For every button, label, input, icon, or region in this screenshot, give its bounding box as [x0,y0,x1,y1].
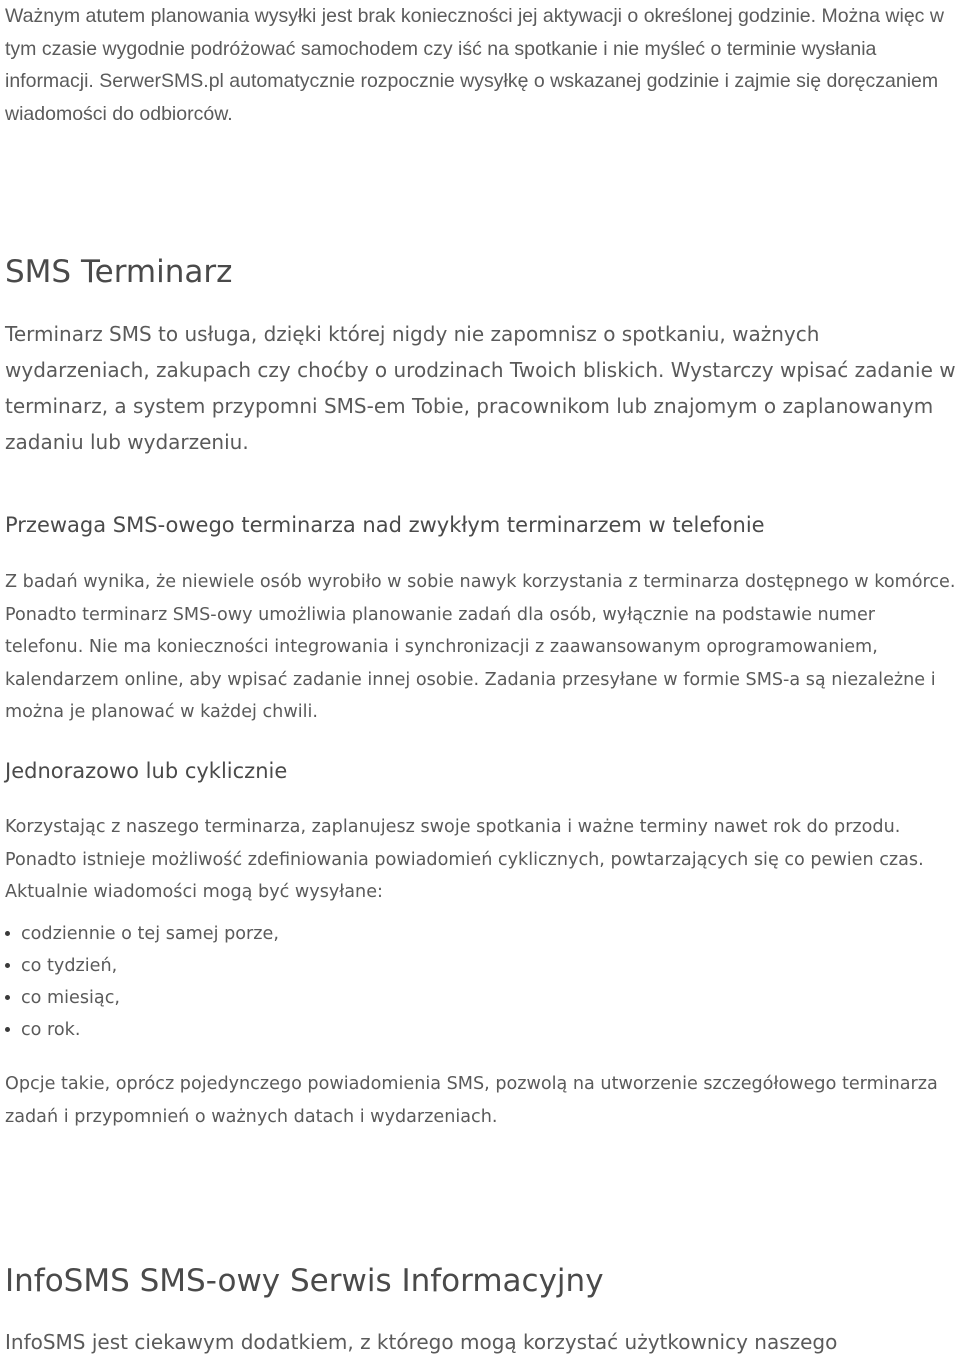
section-heading-przewaga: Przewaga SMS-owego terminarza nad zwykłym terminarzem w telefonie [5,513,765,537]
list-item [5,1014,279,1046]
list-item [5,950,279,982]
list-item-text: co rok. [21,1020,81,1040]
list-item-text: co miesiąc, [21,988,120,1008]
list-item [5,982,279,1014]
intro-paragraph: Ważnym atutem planowania wysyłki jest brak konieczności jej aktywacji o określonej godzinie. Można więc w tym czasie wygodnie podróżować samochodem czy iść na spotkanie i nie myśleć o terminie wysłania informacji. SerwerSMS.pl automatycznie rozpocznie wysyłkę o wskazanej godzinie i zajmie się doręczaniem wiadomości do odbiorców. [5,5,944,125]
przewaga-paragraph: Z badań wynika, że niewiele osób wyrobiło w sobie nawyk korzystania z terminarza dostępnego w komórce. Ponadto terminarz SMS-owy umożliwia planowanie zadań dla osób, wyłącznie na podstawie numer telefonu. Nie ma konieczności integrowania i synchronizacji z zaawansowanym oprogramowaniem, kalendarzem online, aby wpisać zadanie innej osobie. Zadania przesyłane w formie SMS-a są niezależne i można je planować w każdej chwili. [5,572,956,722]
sms-terminarz-paragraph: Terminarz SMS to usługa, dzięki której nigdy nie zapomnisz o spotkaniu, ważnych wydarzeniach, zakupach czy choćby o urodzinach Twoich bliskich. Wystarczy wpisać zadanie w terminarz, a system przypomni SMS-em Tobie, pracownikom lub znajomym o zaplanowanym zadaniu lub wydarzeniu. [5,322,956,454]
section-heading-infosms: InfoSMS SMS-owy Serwis Informacyjny [5,1263,604,1299]
bullet-icon [5,931,10,936]
bullet-icon [5,1027,10,1032]
section-heading-sms-terminarz: SMS Terminarz [5,254,233,290]
list-item [5,918,279,950]
jednorazowo-paragraph: Korzystając z naszego terminarza, zaplanujesz swoje spotkania i ważne terminy nawet rok do przodu. Ponadto istnieje możliwość zdefiniowania powiadomień cyklicznych, powtarzających się co pewien czas. Aktualnie wiadomości mogą być wysyłane: [5,817,924,902]
section-heading-jednorazowo: Jednorazowo lub cyklicznie [5,759,288,783]
list-item-text: co tydzień, [21,956,118,976]
jednorazowo-closing-paragraph: Opcje takie, oprócz pojedynczego powiadomienia SMS, pozwolą na utworzenie szczegółowego terminarza zadań i przypomnień o ważnych datach i wydarzeniach. [5,1074,938,1127]
infosms-paragraph: InfoSMS jest ciekawym dodatkiem, z którego mogą korzystać użytkownicy naszego [5,1330,838,1354]
schedule-options-list [5,918,279,1046]
bullet-icon [5,995,10,1000]
bullet-icon [5,963,10,968]
list-item-text: codziennie o tej samej porze, [21,924,279,944]
